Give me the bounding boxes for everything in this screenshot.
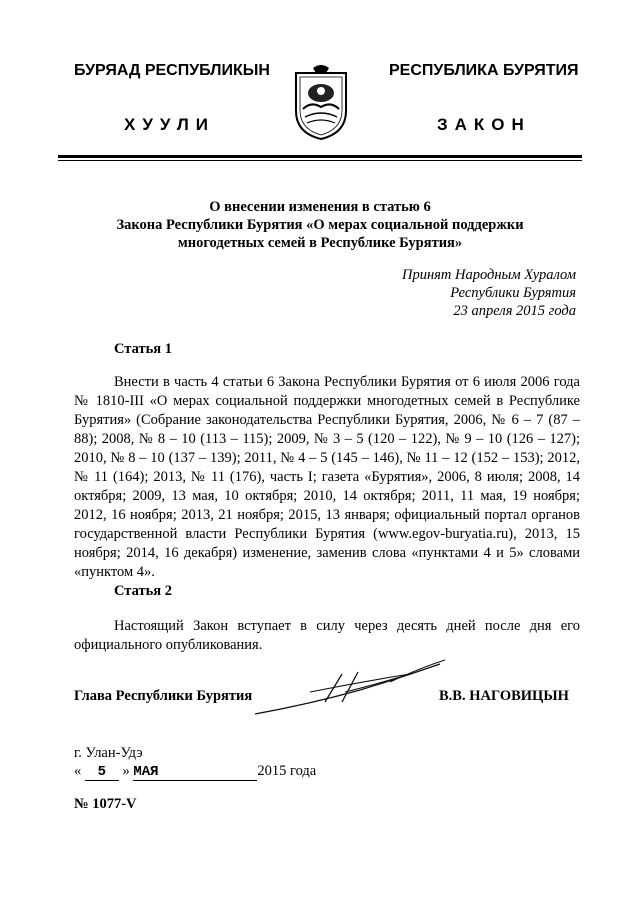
- date-day: 5: [85, 764, 119, 781]
- header-right-subtitle: ЗАКОН: [437, 115, 531, 134]
- adoption-line-3: 23 апреля 2015 года: [453, 303, 576, 319]
- law-number: № 1077-V: [74, 796, 137, 812]
- adoption-line-2: Республики Бурятия: [450, 285, 576, 301]
- date-line: [74, 763, 316, 781]
- law-title-line-2: Закона Республики Бурятия «О мерах социальной поддержки: [116, 217, 524, 233]
- header-left-subtitle: ХУУЛИ: [124, 115, 215, 134]
- article-2-heading: Статья 2: [114, 583, 172, 599]
- date-month: МАЯ: [133, 764, 257, 781]
- signatory-position: Глава Республики Бурятия: [74, 688, 253, 704]
- date-close-quote: »: [122, 763, 130, 779]
- header-right-title: РЕСПУБЛИКА БУРЯТИЯ: [389, 62, 579, 79]
- article-1-text: Внести в часть 4 статьи 6 Закона Республики Бурятия от 6 июля 2006 года № 1810-III «О мерах социальной поддержки многодетных семей в Республике Бурятия» (Собрание законодательства Республики Бурятия, 2006, № 6 – 7 (87 – 88); 2008, № 8 – 10 (113 – 115); 2009, № 3 – 5 (120 – 122), № 9 – 10 (126 – 127); 2010, № 8 – 10 (137 – 139); 2011, № 4 – 5 (145 – 146), № 11 – 12 (152 – 153); 2012, № 11 (164); 2013, № 11 (176), часть I; газета «Бурятия», 2006, 8 июля; 2008, 14 октября; 2009, 13 мая, 10 октября; 2010, 14 октября; 2011, 11 мая, 19 ноября; 2012, 16 ноября; 2013, 21 ноября; 2015, 13 января; официальный портал органов государственной власти Республики Бурятия (www.egov-buryatia.ru), 2013, 15 ноября; 2014, 16 декабря) изменение, заменив слова «пунктами 4 и 5» словами «пунктом 4».: [74, 374, 580, 580]
- header-rule-thin: [58, 160, 582, 161]
- law-title: [60, 198, 580, 252]
- law-title-line-3: многодетных семей в Республике Бурятия»: [177, 235, 463, 251]
- adoption-note: [402, 266, 576, 320]
- article-1-heading: Статья 1: [114, 341, 172, 357]
- header-left-title: БУРЯАД РЕСПУБЛИКЫН: [74, 62, 270, 79]
- signatory-name: В.В. НАГОВИЦЫН: [439, 688, 569, 704]
- law-title-line-1: О внесении изменения в статью 6: [209, 199, 431, 215]
- date-year: 2015 года: [257, 763, 317, 779]
- city: г. Улан-Удэ: [74, 745, 143, 761]
- header-rule-thick: [58, 155, 582, 158]
- adoption-line-1: Принят Народным Хуралом: [401, 267, 576, 283]
- handwritten-signature: [250, 652, 450, 722]
- coat-of-arms-icon: [293, 63, 349, 141]
- article-2-text: Настоящий Закон вступает в силу через десять дней после дня его официального опубликования.: [74, 618, 580, 653]
- date-open-quote: «: [74, 763, 82, 779]
